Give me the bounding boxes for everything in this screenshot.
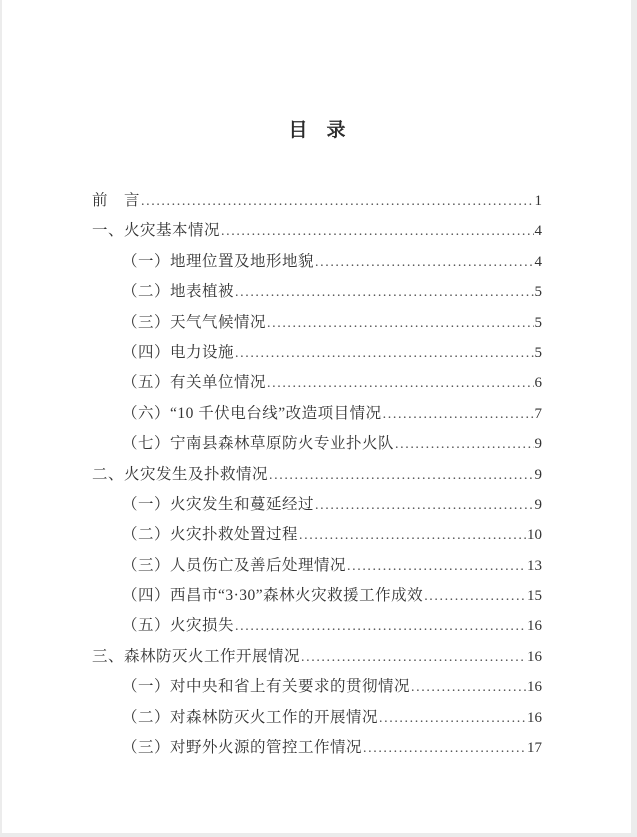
toc-entry [92, 522, 542, 552]
toc-entry-page: 15 [527, 588, 542, 605]
toc-entry-page: 7 [534, 405, 542, 422]
toc-entry-label: （三）对野外火源的管控工作情况 [122, 739, 363, 757]
toc-entry-label: （五）有关单位情况 [122, 374, 267, 392]
toc-entry-page: 17 [527, 740, 542, 757]
toc-entry [92, 279, 542, 309]
toc-entry [92, 674, 542, 704]
toc-entry [92, 370, 542, 400]
toc-entry [92, 401, 542, 431]
toc-entry-label: （六）“10 千伏电台线”改造项目情况 [122, 404, 382, 422]
toc-entry-page: 16 [527, 709, 542, 726]
toc-entry-label: 一、火灾基本情况 [92, 222, 221, 240]
toc-dot-leader [347, 557, 526, 575]
toc-dot-leader [267, 374, 533, 392]
toc-entry-page: 13 [527, 557, 542, 574]
toc-dot-leader [235, 344, 533, 362]
toc-entry-page: 10 [527, 527, 542, 544]
toc-dot-leader [299, 526, 526, 544]
toc-dot-leader [301, 648, 526, 666]
toc-entry-label: （一）火灾发生和蔓延经过 [122, 495, 315, 513]
toc-dot-leader [315, 253, 533, 271]
toc-dot-leader [141, 192, 533, 210]
toc-entry-page: 5 [534, 314, 542, 331]
toc-dot-leader [395, 435, 533, 453]
page-title: 目 录 [288, 120, 346, 141]
page-left-edge [0, 0, 2, 837]
page-right-edge [631, 0, 637, 837]
toc-entry-label: （七）宁南县森林草原防火专业扑火队 [122, 435, 395, 453]
page-bottom-edge [0, 833, 637, 837]
toc-entry-label: （四）西昌市“3·30”森林火灾救援工作成效 [122, 587, 424, 605]
toc-entry-page: 1 [534, 193, 542, 209]
toc-entry-page: 5 [534, 344, 542, 361]
toc-entry [92, 705, 542, 735]
toc-entry-page: 16 [527, 618, 542, 635]
toc-entry-page: 4 [534, 223, 542, 240]
toc-entry-label: （一）对中央和省上有关要求的贯彻情况 [122, 678, 411, 696]
toc-entry-label: 前 言 [92, 192, 141, 209]
toc-entry [92, 218, 542, 248]
toc-entry [92, 735, 542, 765]
toc-entry-page: 4 [534, 253, 542, 270]
toc-entry [92, 583, 542, 613]
toc-dot-leader [363, 739, 526, 757]
toc-entry-label: （三）天气气候情况 [122, 313, 267, 331]
toc-entry [92, 431, 542, 461]
toc-dot-leader [383, 405, 534, 423]
toc-dot-leader [235, 617, 526, 635]
toc-dot-leader [267, 314, 533, 332]
toc-dot-leader [315, 496, 533, 514]
toc-entry [92, 492, 542, 522]
toc-entry [92, 613, 542, 643]
toc-entry-page: 9 [534, 496, 542, 513]
toc-dot-leader [379, 709, 526, 727]
toc-entry-label: 二、火灾发生及扑救情况 [92, 465, 269, 483]
toc-entry [92, 644, 542, 674]
toc-entry-page: 16 [527, 679, 542, 696]
toc-entry-label: （四）电力设施 [122, 343, 235, 361]
toc-dot-leader [235, 283, 533, 301]
toc-entry-label: 三、森林防灭火工作开展情况 [92, 647, 301, 665]
toc-dot-leader [424, 587, 526, 605]
toc-entry-page: 5 [534, 284, 542, 301]
toc-entry-label: （五）火灾损失 [122, 617, 235, 635]
toc-entry [92, 188, 542, 218]
toc-dot-leader [269, 466, 533, 484]
toc-entry [92, 553, 542, 583]
toc-entry-page: 6 [534, 375, 542, 392]
toc-entry-label: （二）对森林防灭火工作的开展情况 [122, 708, 379, 726]
toc-entry-page: 9 [534, 466, 542, 483]
toc-entry [92, 249, 542, 279]
toc-entry [92, 310, 542, 340]
toc-entry-label: （三）人员伤亡及善后处理情况 [122, 556, 347, 574]
toc-list [92, 188, 542, 765]
toc-dot-leader [221, 222, 533, 240]
toc-dot-leader [411, 678, 526, 696]
toc-entry-page: 16 [527, 648, 542, 665]
toc-entry [92, 462, 542, 492]
toc-entry-label: （二）地表植被 [122, 283, 235, 301]
toc-entry-page: 9 [534, 436, 542, 453]
toc-entry-label: （一）地理位置及地形地貌 [122, 252, 315, 270]
toc-entry-label: （二）火灾扑救处置过程 [122, 526, 299, 544]
toc-entry [92, 340, 542, 370]
